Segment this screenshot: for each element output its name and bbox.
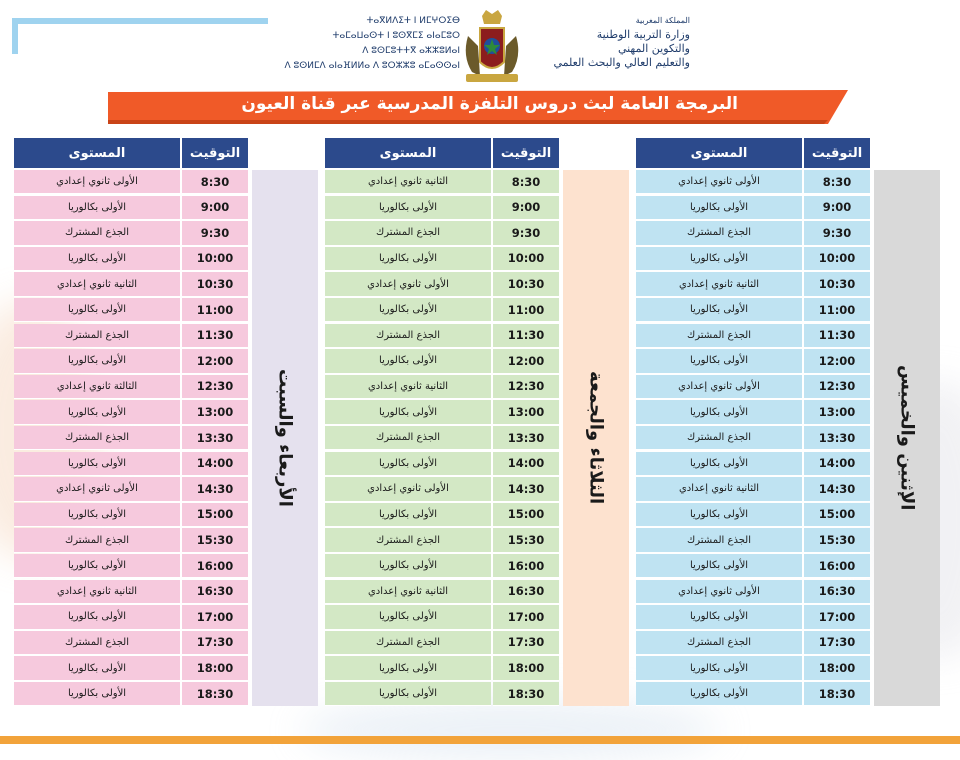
level-cell: الجذع المشترك	[325, 426, 491, 450]
time-cell: 14:30	[182, 477, 248, 501]
table-row	[14, 554, 248, 578]
time-cell: 9:00	[804, 196, 870, 220]
level-cell: الأولى بكالوريا	[636, 554, 802, 578]
time-cell: 18:00	[493, 656, 559, 680]
table-row	[14, 272, 248, 296]
level-cell: الأولى ثانوي إعدادي	[14, 170, 180, 194]
time-cell: 8:30	[804, 170, 870, 194]
level-cell: الأولى بكالوريا	[636, 682, 802, 706]
time-cell: 15:00	[182, 503, 248, 527]
level-cell: الجذع المشترك	[14, 631, 180, 655]
level-cell: الأولى بكالوريا	[636, 605, 802, 629]
time-cell: 12:30	[493, 375, 559, 399]
level-cell: الأولى بكالوريا	[325, 298, 491, 322]
table-row	[14, 656, 248, 680]
time-cell: 14:00	[493, 452, 559, 476]
time-cell: 18:30	[804, 682, 870, 706]
time-cell: 10:00	[804, 247, 870, 271]
level-cell: الثانية ثانوي إعدادي	[14, 580, 180, 604]
time-cell: 15:30	[493, 528, 559, 552]
time-cell: 17:00	[804, 605, 870, 629]
level-cell: الأولى ثانوي إعدادي	[325, 477, 491, 501]
table-row	[325, 426, 559, 450]
level-cell: الأولى بكالوريا	[14, 247, 180, 271]
level-cell: الأولى بكالوريا	[325, 400, 491, 424]
time-cell: 14:00	[182, 452, 248, 476]
level-cell: الأولى ثانوي إعدادي	[636, 375, 802, 399]
table-row	[636, 375, 870, 399]
table-row	[325, 196, 559, 220]
table-row	[325, 477, 559, 501]
table-row	[636, 580, 870, 604]
time-cell: 10:30	[804, 272, 870, 296]
time-cell: 11:00	[493, 298, 559, 322]
level-cell: الأولى ثانوي إعدادي	[636, 170, 802, 194]
time-cell: 14:00	[804, 452, 870, 476]
level-cell: الأولى بكالوريا	[14, 349, 180, 373]
time-cell: 13:00	[182, 400, 248, 424]
table-row	[14, 324, 248, 348]
level-cell: الأولى بكالوريا	[636, 503, 802, 527]
level-cell: الأولى بكالوريا	[325, 605, 491, 629]
level-cell: الأولى بكالوريا	[636, 247, 802, 271]
time-cell: 9:30	[182, 221, 248, 245]
time-cell: 15:00	[804, 503, 870, 527]
time-cell: 17:30	[804, 631, 870, 655]
level-cell: الأولى بكالوريا	[325, 503, 491, 527]
time-cell: 16:00	[182, 554, 248, 578]
time-cell: 15:30	[182, 528, 248, 552]
time-cell: 15:00	[493, 503, 559, 527]
level-cell: الجذع المشترك	[325, 221, 491, 245]
time-cell: 8:30	[493, 170, 559, 194]
table-row	[325, 349, 559, 373]
time-cell: 18:00	[804, 656, 870, 680]
table-row	[636, 452, 870, 476]
level-cell: الأولى بكالوريا	[636, 196, 802, 220]
level-cell: الأولى بكالوريا	[14, 503, 180, 527]
table-row	[325, 656, 559, 680]
table-row	[14, 196, 248, 220]
time-cell: 8:30	[182, 170, 248, 194]
table-row	[14, 349, 248, 373]
table-row	[636, 554, 870, 578]
time-cell: 16:00	[493, 554, 559, 578]
table-row	[636, 656, 870, 680]
level-cell: الجذع المشترك	[14, 426, 180, 450]
time-cell: 13:30	[182, 426, 248, 450]
table-row	[325, 503, 559, 527]
level-cell: الأولى بكالوريا	[325, 452, 491, 476]
table-row	[14, 477, 248, 501]
table-row	[636, 170, 870, 194]
time-cell: 12:30	[182, 375, 248, 399]
time-cell: 11:30	[493, 324, 559, 348]
table-row	[636, 605, 870, 629]
time-cell: 9:00	[182, 196, 248, 220]
table-row	[636, 196, 870, 220]
table-row	[325, 375, 559, 399]
header	[0, 0, 960, 90]
time-cell: 16:30	[804, 580, 870, 604]
level-header: المستوى	[14, 138, 180, 168]
time-cell: 10:30	[493, 272, 559, 296]
ministry-line: المملكة المغربية	[635, 16, 690, 25]
level-cell: الثانية ثانوي إعدادي	[14, 272, 180, 296]
table-row	[636, 324, 870, 348]
time-cell: 12:00	[804, 349, 870, 373]
table-row	[325, 272, 559, 296]
level-cell: الأولى بكالوريا	[14, 298, 180, 322]
time-cell: 16:30	[182, 580, 248, 604]
day-label: الثلاثاء والجمعة	[585, 371, 607, 505]
time-cell: 13:30	[493, 426, 559, 450]
time-cell: 17:00	[182, 605, 248, 629]
table-row	[325, 400, 559, 424]
table-row	[14, 247, 248, 271]
level-cell: الأولى بكالوريا	[325, 247, 491, 271]
table-row	[14, 400, 248, 424]
time-cell: 12:30	[804, 375, 870, 399]
background-blob	[300, 700, 720, 760]
tifinagh-line: ⵜⴰⵎⴰⵡⴰⵙⵜ ⵏ ⵓⵙⴳⵎⵉ ⴰⵏⴰⵎⵓⵔ	[332, 31, 460, 41]
level-cell: الأولى بكالوريا	[14, 656, 180, 680]
time-cell: 13:00	[804, 400, 870, 424]
level-cell: الجذع المشترك	[325, 324, 491, 348]
table-row	[325, 580, 559, 604]
table-row	[14, 580, 248, 604]
level-cell: الجذع المشترك	[14, 324, 180, 348]
table-row	[636, 631, 870, 655]
table-row	[325, 324, 559, 348]
table-row	[325, 605, 559, 629]
level-cell: الثانية ثانوي إعدادي	[325, 170, 491, 194]
level-cell: الأولى ثانوي إعدادي	[14, 477, 180, 501]
table-row	[14, 170, 248, 194]
time-cell: 16:30	[493, 580, 559, 604]
table-row	[325, 298, 559, 322]
table-row	[14, 221, 248, 245]
level-cell: الأولى بكالوريا	[325, 196, 491, 220]
time-cell: 9:30	[804, 221, 870, 245]
bottom-accent-bar	[0, 736, 960, 744]
time-cell: 11:30	[182, 324, 248, 348]
level-cell: الأولى بكالوريا	[325, 554, 491, 578]
level-cell: الأولى بكالوريا	[325, 682, 491, 706]
time-cell: 17:30	[182, 631, 248, 655]
ministry-line: وزارة التربية الوطنية	[596, 28, 690, 41]
table-row	[325, 452, 559, 476]
level-cell: الأولى ثانوي إعدادي	[636, 580, 802, 604]
table-row	[636, 426, 870, 450]
level-cell: الأولى بكالوريا	[14, 682, 180, 706]
level-header: المستوى	[636, 138, 802, 168]
table-row	[636, 528, 870, 552]
tifinagh-line: ⵜⴰⴳⵍⴷⵉⵜ ⵏ ⵍⵎⵖⵔⵉⴱ	[366, 16, 460, 26]
table-row	[325, 528, 559, 552]
time-cell: 13:00	[493, 400, 559, 424]
day-label: الأربعاء والسبت	[274, 369, 296, 507]
table-row	[325, 554, 559, 578]
ministry-line: والتعليم العالي والبحث العلمي	[553, 56, 690, 69]
level-cell: الثانية ثانوي إعدادي	[636, 272, 802, 296]
table-row	[14, 375, 248, 399]
time-cell: 10:00	[182, 247, 248, 271]
level-cell: الجذع المشترك	[636, 528, 802, 552]
time-cell: 11:00	[804, 298, 870, 322]
coat-of-arms-icon	[458, 6, 526, 84]
level-cell: الثانية ثانوي إعدادي	[325, 580, 491, 604]
level-cell: الجذع المشترك	[325, 631, 491, 655]
time-header: التوقيت	[493, 138, 559, 168]
time-cell: 10:30	[182, 272, 248, 296]
level-cell: الأولى بكالوريا	[325, 656, 491, 680]
table-row	[14, 298, 248, 322]
day-label-band	[252, 170, 318, 706]
level-cell: الجذع المشترك	[636, 221, 802, 245]
level-header: المستوى	[325, 138, 491, 168]
level-cell: الأولى بكالوريا	[636, 656, 802, 680]
schedule-block-mon-thu	[636, 138, 942, 708]
schedule-title: البرمجة العامة لبث دروس التلفزة المدرسية عبر قناة العيون	[241, 94, 738, 114]
time-cell: 9:00	[493, 196, 559, 220]
time-cell: 13:30	[804, 426, 870, 450]
table-row	[636, 247, 870, 271]
time-cell: 18:30	[493, 682, 559, 706]
time-header: التوقيت	[804, 138, 870, 168]
table-row	[14, 503, 248, 527]
table-row	[636, 221, 870, 245]
table-row	[636, 349, 870, 373]
table-row	[636, 682, 870, 706]
table-row	[636, 298, 870, 322]
level-cell: الجذع المشترك	[636, 426, 802, 450]
time-cell: 11:30	[804, 324, 870, 348]
level-cell: الجذع المشترك	[636, 631, 802, 655]
time-cell: 14:30	[493, 477, 559, 501]
day-label-band	[563, 170, 629, 706]
time-cell: 15:30	[804, 528, 870, 552]
time-cell: 18:30	[182, 682, 248, 706]
level-cell: الثالثة ثانوي إعدادي	[14, 375, 180, 399]
time-cell: 18:00	[182, 656, 248, 680]
level-cell: الأولى بكالوريا	[14, 196, 180, 220]
schedule-block-tue-fri	[325, 138, 631, 708]
table-row	[636, 272, 870, 296]
table-row	[325, 170, 559, 194]
ministry-name	[530, 14, 690, 70]
table-row	[14, 426, 248, 450]
title-banner	[108, 90, 856, 124]
table-row	[14, 605, 248, 629]
table-row	[14, 682, 248, 706]
time-cell: 17:00	[493, 605, 559, 629]
time-cell: 16:00	[804, 554, 870, 578]
level-cell: الجذع المشترك	[14, 221, 180, 245]
table-row	[636, 400, 870, 424]
table-row	[14, 631, 248, 655]
table-row	[325, 631, 559, 655]
time-cell: 12:00	[493, 349, 559, 373]
level-cell: الأولى بكالوريا	[14, 605, 180, 629]
time-cell: 11:00	[182, 298, 248, 322]
table-row	[325, 221, 559, 245]
level-cell: الأولى ثانوي إعدادي	[325, 272, 491, 296]
level-cell: الأولى بكالوريا	[636, 400, 802, 424]
time-header: التوقيت	[182, 138, 248, 168]
tifinagh-line: ⴷ ⵓⵙⵍⵎⴷ ⴰⵏⴰⴼⵍⵍⴰ ⴷ ⵓⵔⵣⵣⵓ ⴰⵎⴰⵙⵙⴰⵏ	[284, 61, 460, 71]
table-row	[325, 682, 559, 706]
table-row	[325, 247, 559, 271]
tifinagh-line: ⴷ ⵓⵙⵎⵓⵜⵜⴳ ⴰⵣⵣⵓⵍⴰⵏ	[362, 46, 460, 56]
ministry-line: والتكوين المهني	[617, 42, 690, 55]
time-cell: 17:30	[493, 631, 559, 655]
time-cell: 9:30	[493, 221, 559, 245]
table-row	[636, 477, 870, 501]
schedule-block-wed-sat	[14, 138, 320, 708]
level-cell: الأولى بكالوريا	[636, 298, 802, 322]
table-row	[636, 503, 870, 527]
day-label: الإثنين والخميس	[896, 365, 918, 511]
level-cell: الأولى بكالوريا	[14, 554, 180, 578]
time-cell: 14:30	[804, 477, 870, 501]
tifinagh-ministry-name	[260, 14, 460, 74]
time-cell: 10:00	[493, 247, 559, 271]
level-cell: الجذع المشترك	[325, 528, 491, 552]
level-cell: الثانية ثانوي إعدادي	[636, 477, 802, 501]
level-cell: الأولى بكالوريا	[325, 349, 491, 373]
level-cell: الأولى بكالوريا	[14, 452, 180, 476]
table-row	[14, 452, 248, 476]
level-cell: الجذع المشترك	[636, 324, 802, 348]
level-cell: الثانية ثانوي إعدادي	[325, 375, 491, 399]
day-label-band	[874, 170, 940, 706]
level-cell: الأولى بكالوريا	[636, 452, 802, 476]
level-cell: الأولى بكالوريا	[636, 349, 802, 373]
level-cell: الجذع المشترك	[14, 528, 180, 552]
table-row	[14, 528, 248, 552]
level-cell: الأولى بكالوريا	[14, 400, 180, 424]
time-cell: 12:00	[182, 349, 248, 373]
